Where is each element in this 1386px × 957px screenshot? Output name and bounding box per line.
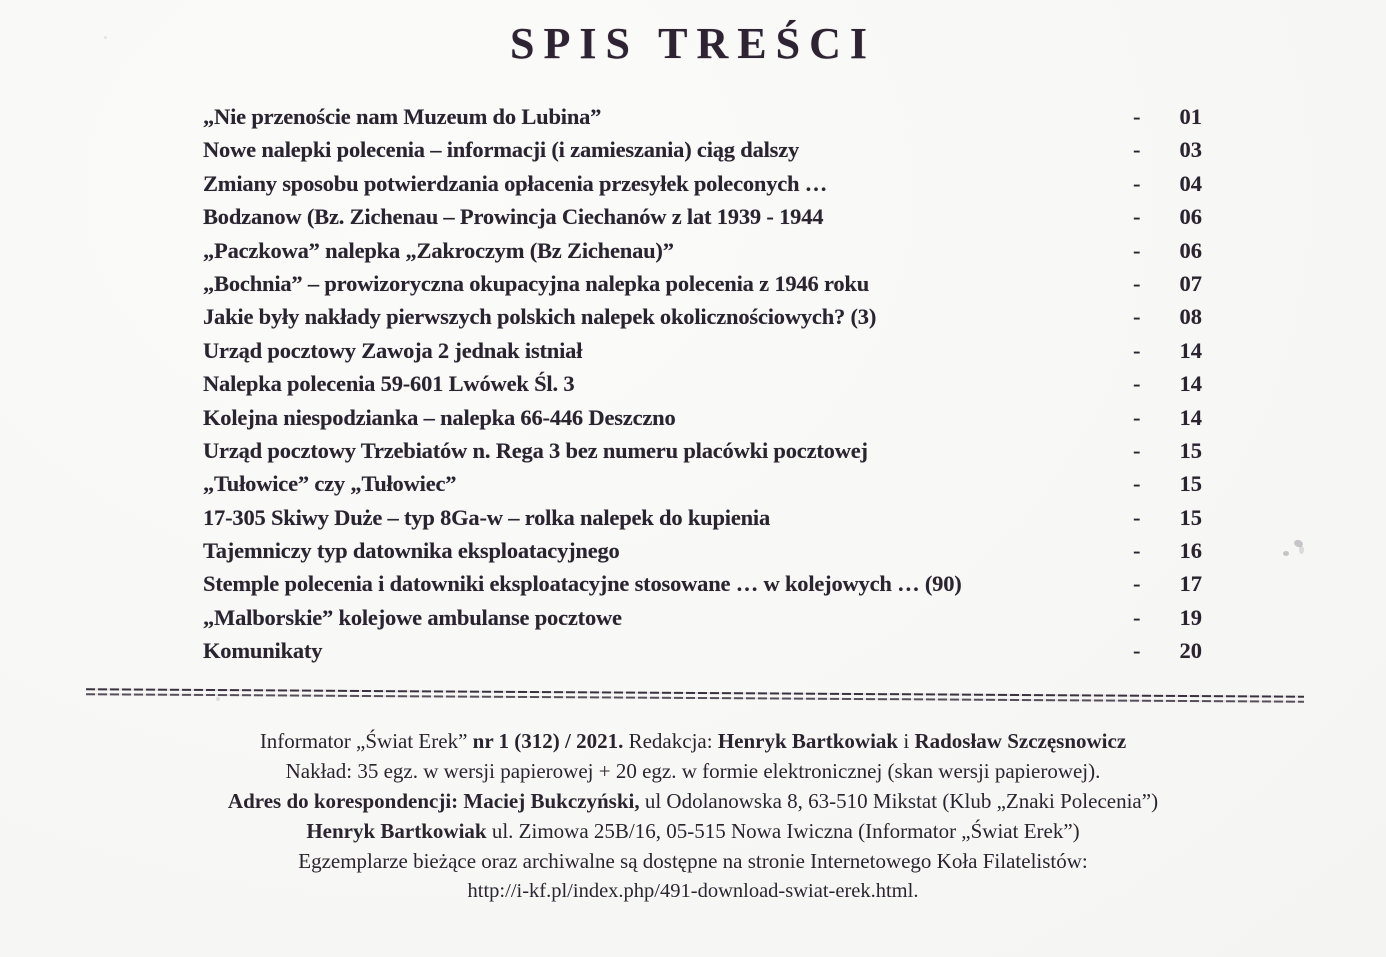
toc-entry-dash: - (1133, 337, 1141, 363)
toc-entry-dash: - (1133, 104, 1141, 129)
toc-entry-dash: - (1133, 504, 1141, 530)
toc-entry-dash: - (1133, 270, 1141, 296)
footer-issue-number: nr 1 (312) / 2021. (472, 729, 624, 753)
toc-entry-dash: - (1133, 404, 1141, 430)
colophon-footer (0, 726, 1386, 906)
footer-contact-name: Henryk Bartkowiak (306, 819, 487, 843)
toc-row[interactable] (203, 167, 1203, 200)
toc-row[interactable] (203, 267, 1203, 300)
footer-line-address (0, 786, 1386, 816)
footer-address-value: ul Odolanowska 8, 63-510 Mikstat (Klub „Znaki Polecenia”) (639, 789, 1159, 813)
toc-entry-title: Zmiany sposobu potwierdzania opłacenia przesyłek poleconych … (203, 170, 828, 196)
toc-entry-title: „Malborskie” kolejowe ambulanse pocztowe (203, 604, 622, 630)
toc-entry-page-number: 14 (1179, 404, 1202, 430)
toc-entry-page-number: 17 (1179, 571, 1202, 597)
toc-row[interactable] (203, 100, 1203, 133)
toc-entry-dash: - (1133, 571, 1141, 597)
toc-entry-title: Kolejna niespodzianka – nalepka 66-446 Deszczno (203, 404, 676, 430)
toc-entry-page-number: 15 (1179, 437, 1202, 463)
toc-entry-title: Stemple polecenia i datowniki eksploatacyjne stosowane … w kolejowych … (90) (203, 571, 962, 597)
toc-entry-title: Urząd pocztowy Trzebiatów n. Rega 3 bez numeru placówki pocztowej (203, 437, 868, 463)
toc-entry-title: Nalepka polecenia 59-601 Lwówek Śl. 3 (203, 371, 575, 397)
footer-line-print-run: Nakład: 35 egz. w wersji papierowej + 20 egz. w formie elektronicznej (skan wersji papierowej). (285, 759, 1101, 783)
toc-entry-title: „Bochnia” – prowizoryczna okupacyjna nalepka polecenia z 1946 roku (203, 270, 870, 296)
footer-issue-prefix: Informator „Świat Erek” (259, 729, 473, 753)
toc-row[interactable] (203, 534, 1203, 567)
toc-row[interactable] (203, 501, 1203, 534)
toc-entry-dash: - (1133, 638, 1141, 664)
toc-entry-title: Tajemniczy typ datownika eksploatacyjnego (203, 538, 620, 564)
footer-line-issue (0, 726, 1386, 756)
toc-entry-page-number: 15 (1179, 504, 1202, 530)
toc-row[interactable] (203, 634, 1203, 667)
toc-entry-dash: - (1133, 137, 1141, 163)
footer-editor-one: Henryk Bartkowiak (717, 729, 899, 753)
toc-row[interactable] (203, 567, 1203, 600)
toc-entry-page-number: 06 (1179, 204, 1202, 230)
toc-entry-dash: - (1133, 170, 1141, 196)
toc-row[interactable] (203, 300, 1203, 333)
toc-entry-title: 17-305 Skiwy Duże – typ 8Ga-w – rolka nalepek do kupienia (203, 504, 771, 530)
toc-entry-title: Nowe nalepki polecenia – informacji (i zamieszania) ciąg dalszy (203, 137, 800, 163)
toc-entry-dash: - (1133, 604, 1141, 630)
toc-entry-page-number: 06 (1179, 237, 1202, 263)
toc-row[interactable] (203, 401, 1203, 434)
footer-address-label: Adres do korespondencji: Maciej Bukczyński, (227, 789, 640, 813)
toc-entry-dash: - (1133, 538, 1141, 564)
toc-entry-title: Bodzanow (Bz. Zichenau – Prowincja Ciechanów z lat 1939 - 1944 (203, 204, 824, 230)
table-of-contents (203, 100, 1203, 668)
toc-entry-title: „Paczkowa” nalepka „Zakroczym (Bz Zichenau)” (203, 237, 674, 263)
footer-contact-address: ul. Zimowa 25B/16, 05-515 Nowa Iwiczna (Informator „Świat Erek”) (486, 819, 1080, 843)
toc-entry-dash: - (1133, 237, 1141, 263)
toc-entry-dash: - (1133, 204, 1141, 230)
footer-editor-two: Radosław Szczęsnowicz (914, 729, 1127, 753)
footer-editors-label: Redakcja: (623, 729, 718, 753)
scan-speck (1299, 546, 1304, 554)
toc-entry-page-number: 08 (1179, 304, 1202, 330)
toc-entry-dash: - (1133, 471, 1141, 497)
toc-entry-page-number: 16 (1179, 538, 1202, 564)
toc-row[interactable] (203, 234, 1203, 267)
toc-entry-dash: - (1133, 371, 1141, 397)
toc-row[interactable] (203, 367, 1203, 400)
toc-entry-page-number: 20 (1179, 638, 1202, 664)
toc-entry-dash: - (1133, 437, 1141, 463)
scan-speck (1283, 551, 1289, 556)
toc-row[interactable] (203, 200, 1203, 233)
toc-entry-page-number: 07 (1179, 270, 1202, 296)
toc-row[interactable] (203, 601, 1203, 634)
toc-entry-title: Jakie były nakłady pierwszych polskich nalepek okolicznościowych? (3) (203, 304, 877, 330)
scan-speck (1293, 539, 1304, 549)
page-title: SPIS TREŚCI (510, 19, 876, 68)
footer-divider (86, 688, 1304, 704)
toc-entry-title: Komunikaty (203, 638, 323, 664)
footer-editor-conjunction: i (898, 729, 915, 753)
toc-row[interactable] (203, 133, 1203, 166)
toc-entry-page-number: 14 (1179, 337, 1202, 363)
toc-row[interactable] (203, 434, 1203, 467)
toc-entry-page-number: 03 (1179, 137, 1202, 163)
toc-entry-title: „Tułowice” czy „Tułowiec” (203, 471, 457, 497)
toc-entry-page-number: 14 (1179, 371, 1202, 397)
toc-entry-dash: - (1133, 304, 1141, 330)
toc-row[interactable] (203, 467, 1203, 500)
toc-entry-page-number: 19 (1179, 604, 1202, 630)
footer-line-address-secondary (0, 816, 1386, 846)
toc-entry-title: „Nie przenoście nam Muzeum do Lubina” (203, 104, 602, 129)
toc-entry-page-number: 15 (1179, 471, 1202, 497)
toc-row[interactable] (203, 334, 1203, 367)
toc-entry-title: Urząd pocztowy Zawoja 2 jednak istniał (203, 337, 583, 363)
toc-entry-page-number: 04 (1179, 170, 1202, 196)
footer-line-url: http://i-kf.pl/index.php/491-download-swiat-erek.html. (467, 880, 919, 902)
toc-entry-page-number: 01 (1179, 104, 1202, 129)
footer-line-availability: Egzemplarze bieżące oraz archiwalne są dostępne na stronie Internetowego Koła Filatelistów: (298, 849, 1088, 873)
